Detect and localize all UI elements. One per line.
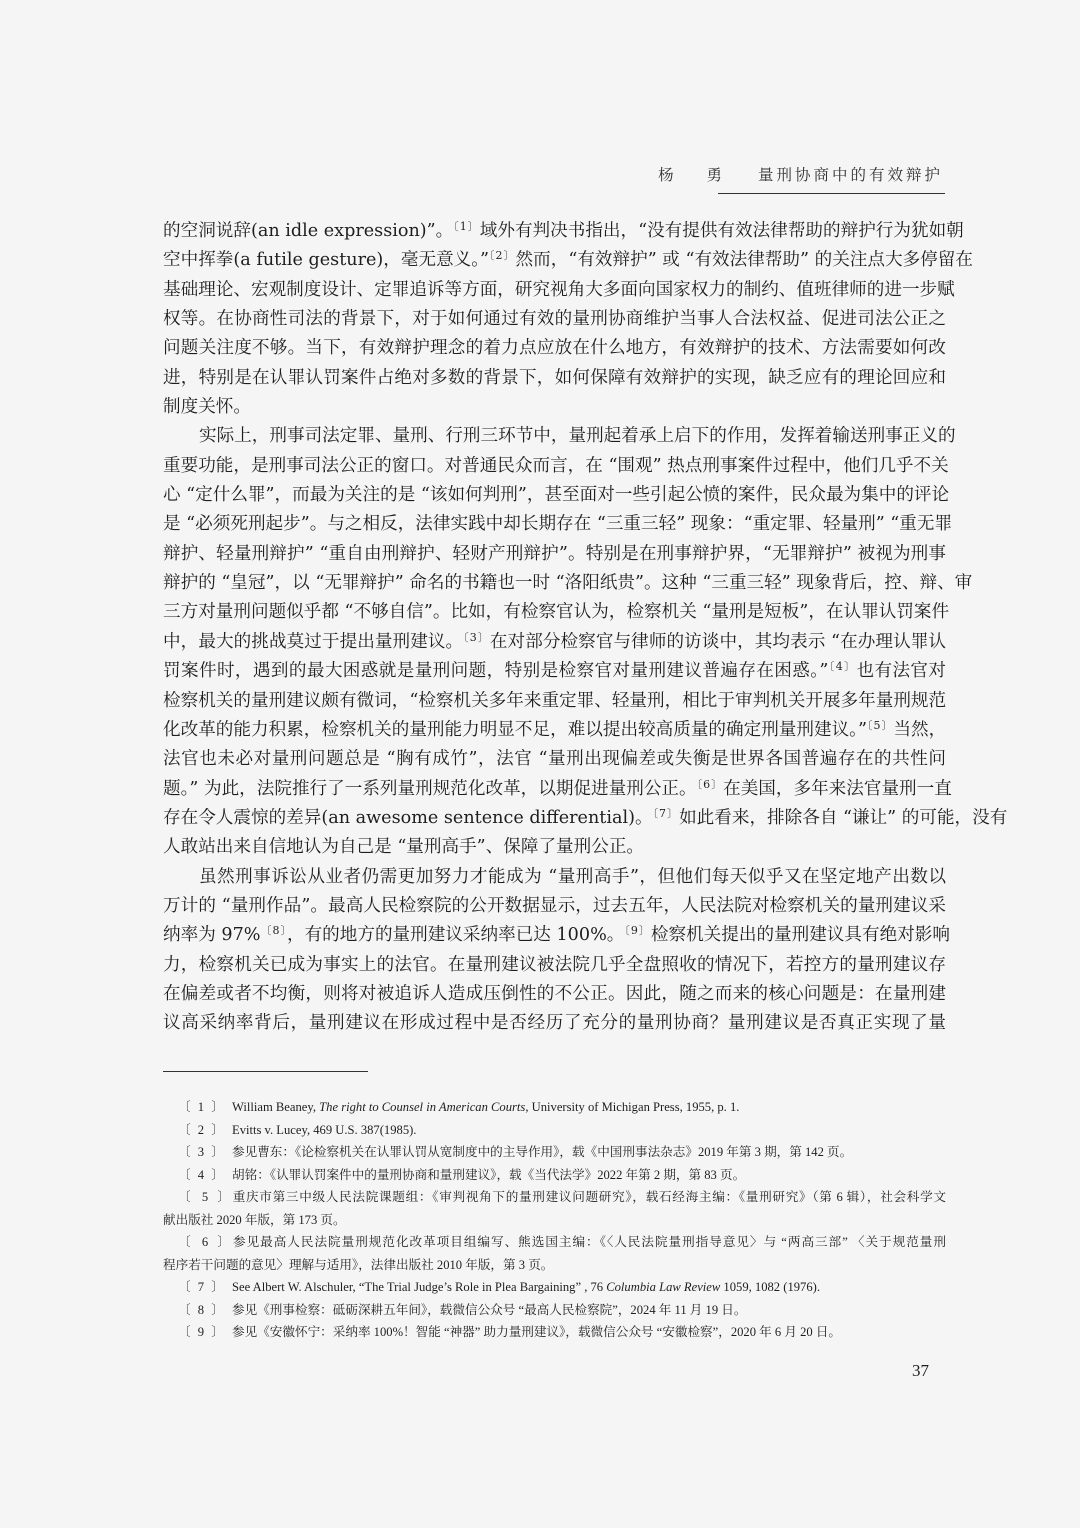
footnote: [163, 1276, 946, 1299]
text-run: 域外有判决书指出，“没有提供有效法律帮助的辩护行为犹如朝: [479, 221, 964, 241]
footnote-line: [163, 1231, 946, 1254]
footnote-reference: 〔8〕: [260, 924, 287, 938]
text-run: 参见《安徽怀宁：采纳率 100%！智能 “神器” 助力量刑建议》，载微信公众号 “安徽检察”，2020 年 6 月 20 日。: [232, 1325, 842, 1339]
text-run: 万计的 “量刑作品”。最高人民检察院的公开数据显示，过去五年，人民法院对检察机关的量刑建议采: [163, 895, 946, 916]
text-line: [163, 775, 952, 804]
text-line: [163, 364, 946, 393]
footnote: [163, 1186, 946, 1231]
text-run: 辩护、轻量刑辩护” “重自由刑辩护、轻财产刑辩护”。特别是在刑事辩护界，“无罪辩护” 被视为刑事: [163, 543, 946, 564]
text-line: [163, 657, 946, 686]
footnote-line: [163, 1119, 946, 1142]
footnotes: [163, 1096, 946, 1344]
text-run: 制度关怀。: [163, 397, 251, 418]
text-line: [163, 246, 973, 275]
text-run: William Beaney,: [232, 1100, 320, 1114]
text-run: 题。” 为此，法院推行了一系列量刑规范化改革，以期促进量刑公正。: [163, 778, 697, 799]
footnote-number: 〔 6 〕: [178, 1235, 232, 1249]
text-line: [163, 598, 950, 627]
text-line: [163, 540, 946, 569]
text-run: 三方对量刑问题似乎都 “不够自信”。比如，有检察官认为，检察机关 “量刑是短板”，在认罪认罚案件: [163, 602, 950, 623]
text-run: 如此看来，排除各自 “谦让” 的可能，没有: [679, 807, 1008, 828]
text-run: 存在令人震惊的差异(an awesome sentence differential)。: [163, 807, 653, 828]
text-line: [163, 334, 946, 363]
footnote: [163, 1164, 946, 1187]
footnote-reference: 〔2〕: [489, 249, 516, 263]
text-run: 然而，“有效辩护” 或 “有效法律帮助” 的关注点大多停留在: [515, 250, 973, 271]
text-line: [163, 628, 946, 657]
text-line: [163, 276, 955, 305]
footnote: [163, 1231, 946, 1276]
text-line: [163, 951, 946, 980]
footnote-line: [163, 1276, 946, 1299]
footnote-line: [163, 1254, 946, 1277]
footnote: [163, 1096, 946, 1119]
text-line: [163, 510, 953, 539]
footnote-reference: 〔5〕: [866, 718, 894, 732]
footnote-number: 〔 8 〕: [178, 1302, 226, 1317]
footnote-separator: [163, 1071, 368, 1072]
text-run: 是 “必须死刑起步”。与之相反，法律实践中却长期存在 “三重三轻” 现象：“重定罪、轻量刑” “重无罪: [163, 514, 953, 535]
page-number: 37: [912, 1361, 929, 1380]
footnote-reference: 〔3〕: [463, 630, 490, 644]
text-line: [163, 716, 946, 745]
footnote-line: [163, 1164, 946, 1187]
header-title: 量刑协商中的有效辩护: [757, 166, 943, 184]
text-run: 的空洞说辞(an idle expression)”。: [163, 221, 454, 241]
paragraph: [163, 217, 973, 422]
text-run: 空中挥拳(a futile gesture)，毫无意义。”: [163, 250, 490, 271]
footnote-line: [163, 1209, 946, 1232]
text-run: 当然，: [893, 719, 947, 740]
text-run: 参见最高人民法院量刑规范化改革项目组编写、熊选国主编：《〈人民法院量刑指导意见〉与 “两高三部” 〈关于规范量刑: [232, 1235, 946, 1249]
text-run: 检察机关的量刑建议颇有微词，“检察机关多年来重定罪、轻量刑，相比于审判机关开展多年量刑规范: [163, 690, 947, 711]
text-line: [163, 481, 950, 510]
paragraph: [163, 863, 950, 1039]
footnote-number: 〔 7 〕: [178, 1280, 226, 1294]
text-run: 重要功能，是刑事司法公正的窗口。对普通民众而言，在 “围观” 热点刑事案件过程中，他们几乎不关: [163, 455, 949, 476]
text-line: [163, 833, 946, 862]
footnote-line: [163, 1186, 946, 1209]
text-run: 进，特别是在认罪认罚案件占绝对多数的背景下，如何保障有效辩护的实现，缺乏应有的理论回应和: [163, 367, 946, 388]
footnote-line: [163, 1096, 946, 1119]
text-run: ，有的地方的量刑建议采纳率已达 100%。: [286, 925, 625, 946]
footnote-reference: 〔1〕: [453, 220, 480, 233]
text-run: 议高采纳率背后，量刑建议在形成过程中是否经历了充分的量刑协商？量刑建议是否真正实现了量: [163, 1013, 946, 1034]
footnote-number: 〔 3 〕: [178, 1145, 226, 1159]
header-rule: [718, 193, 945, 194]
running-header: [658, 163, 943, 185]
text-line: [163, 745, 946, 774]
text-run: 辩护的 “皇冠”，以 “无罪辩护” 命名的书籍也一时 “洛阳纸贵”。这种 “三重三轻” 现象背后，控、辩、审: [163, 573, 973, 594]
text-run: 中，最大的挑战莫过于提出量刑建议。: [163, 631, 464, 652]
text-run: 在对部分检察官与律师的访谈中，其均表示 “在办理认罪认: [489, 631, 946, 652]
footnote-number: 〔 4 〕: [178, 1167, 226, 1182]
text-run: 权等。在协商性司法的背景下，对于如何通过有效的量刑协商维护当事人合法权益、促进司法公正之: [163, 309, 946, 330]
footnote-reference: 〔9〕: [624, 924, 651, 938]
footnote-line: [163, 1321, 946, 1344]
text-run: 重庆市第三中级人民法院课题组：《审判视角下的量刑建议问题研究》，载石经海主编：《量刑研究》（第 6 辑），社会科学文: [232, 1190, 946, 1204]
text-line: [163, 1009, 946, 1038]
text-run: 人敢站出来自信地认为自己是 “量刑高手”、保障了量刑公正。: [163, 837, 645, 858]
italic-title: The right to Counsel in American Courts: [319, 1100, 526, 1114]
text-run: , University of Michigan Press, 1955, p. 1.: [525, 1100, 740, 1114]
text-run: 检察机关提出的量刑建议具有绝对影响: [650, 925, 950, 946]
footnote-reference: 〔7〕: [652, 806, 680, 820]
text-run: 力，检察机关已成为事实上的法官。在量刑建议被法院几乎全盘照收的情况下，若控方的量刑建议存: [163, 954, 946, 975]
body-text: [163, 217, 1008, 1039]
footnote-number: 〔 2 〕: [178, 1122, 226, 1137]
footnote-line: [163, 1141, 946, 1164]
text-run: Evitts v. Lucey, 469 U.S. 387(1985).: [232, 1122, 417, 1137]
footnote: [163, 1141, 946, 1164]
footnote-reference: 〔6〕: [696, 777, 724, 791]
italic-title: Columbia Law Review: [606, 1280, 721, 1294]
header-author: 杨 勇: [658, 166, 737, 184]
text-line: [163, 980, 946, 1009]
footnote-number: 〔 1 〕: [178, 1100, 226, 1114]
text-line: [163, 393, 946, 422]
footnote-reference: 〔4〕: [828, 660, 857, 674]
text-line: [163, 804, 1008, 833]
text-run: See Albert W. Alschuler, “The Trial Judge’s Role in Plea Bargaining” , 76: [232, 1280, 607, 1294]
footnote: [163, 1299, 946, 1322]
text-line: [163, 863, 946, 892]
text-line: [163, 687, 946, 716]
text-run: 化改革的能力积累，检察机关的量刑能力明显不足，难以提出较高质量的确定刑量刑建议。”: [163, 719, 867, 740]
text-run: 胡铭：《认罪认罚案件中的量刑协商和量刑建议》，载《当代法学》2022 年第 2 期，第 83 页。: [232, 1167, 746, 1182]
text-line: [163, 422, 956, 451]
text-run: 心 “定什么罪”，而最为关注的是 “该如何判刑”，甚至面对一些引起公愤的案件，民众最为集中的评论: [163, 485, 950, 506]
footnote: [163, 1321, 946, 1344]
text-line: [163, 305, 946, 334]
text-run: 程序若干问题的意见〉理解与适用》，法律出版社 2010 年版，第 3 页。: [163, 1257, 554, 1272]
text-run: 虽然刑事诉讼从业者仍需更加努力才能成为 “量刑高手”，但他们每天似乎又在坚定地产出数以: [199, 866, 946, 887]
text-run: 也有法官对: [856, 661, 946, 682]
paragraph: [163, 422, 1008, 862]
text-run: 参见《刑事检察：砥砺深耕五年间》，载微信公众号 “最高人民检察院”，2024 年 11 月 19 日。: [232, 1302, 747, 1317]
footnote-number: 〔 9 〕: [178, 1325, 226, 1339]
text-run: 基础理论、宏观制度设计、定罪追诉等方面，研究视角大多面向国家权力的制约、值班律师的进一步赋: [163, 279, 955, 300]
text-run: 献出版社 2020 年版，第 173 页。: [163, 1212, 346, 1227]
text-line: [163, 569, 973, 598]
text-run: 问题关注度不够。当下，有效辩护理念的着力点应放在什么地方，有效辩护的技术、方法需要如何改: [163, 338, 946, 359]
footnote-number: 〔 5 〕: [178, 1190, 232, 1204]
text-run: 实际上，刑事司法定罪、量刑、行刑三环节中，量刑起着承上启下的作用，发挥着输送刑事正义的: [199, 426, 956, 447]
footnote: [163, 1119, 946, 1142]
text-line: [163, 217, 964, 246]
text-run: 1059, 1082 (1976).: [720, 1280, 820, 1294]
text-line: [163, 452, 949, 481]
text-run: 纳率为 97%: [163, 925, 261, 946]
text-run: 法官也未必对量刑问题总是 “胸有成竹”，法官 “量刑出现偏差或失衡是世界各国普遍存在的共性问: [163, 749, 946, 770]
text-run: 罚案件时，遇到的最大困惑就是量刑问题，特别是检察官对量刑建议普遍存在困惑。”: [163, 661, 829, 682]
text-run: 参见曹东：《论检察机关在认罪认罚从宽制度中的主导作用》，载《中国刑事法杂志》2019 年第 3 期，第 142 页。: [232, 1145, 853, 1159]
text-run: 在美国，多年来法官量刑一直: [723, 778, 952, 799]
text-line: [163, 921, 950, 950]
text-line: [163, 892, 946, 921]
footnote-line: [163, 1299, 946, 1322]
text-run: 在偏差或者不均衡，则将对被追诉人造成压倒性的不公正。因此，随之而来的核心问题是：在量刑建: [163, 983, 946, 1004]
